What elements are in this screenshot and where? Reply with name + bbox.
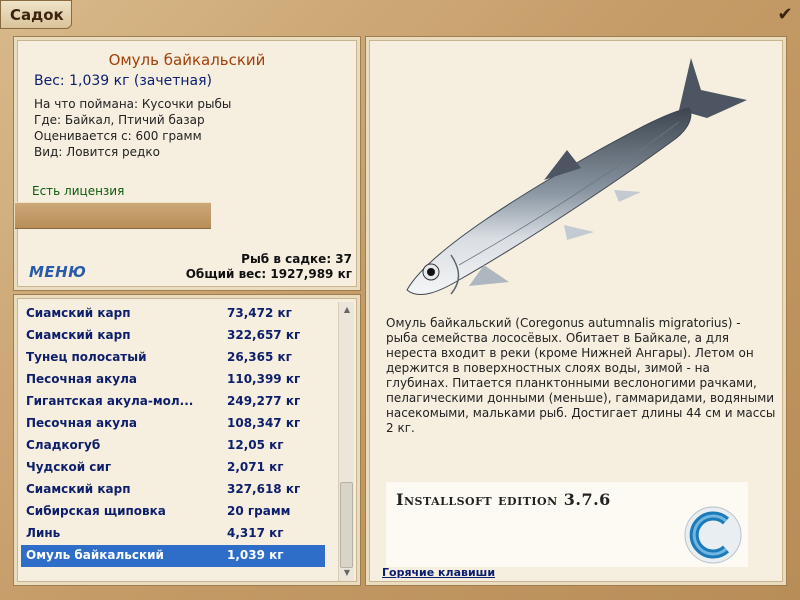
catch-name: Гигантская акула-мол... [26,394,194,408]
fish-min-weight: Оценивается с: 600 грамм [34,129,202,143]
catch-name: Линь [26,526,61,540]
catch-weight: 110,399 кг [227,372,301,386]
installsoft-banner [386,482,748,567]
catch-list-row[interactable] [21,325,325,347]
fish-image [389,50,769,310]
fish-rarity: Вид: Ловится редко [34,145,160,159]
catch-list-row[interactable] [21,303,325,325]
catch-weight: 249,277 кг [227,394,301,408]
catch-list-row[interactable] [21,501,325,523]
fish-bait: На что поймана: Кусочки рыбы [34,97,232,111]
hotkeys-link[interactable]: Горячие клавиши [382,566,496,579]
catch-weight: 108,347 кг [227,416,301,430]
catch-weight: 327,618 кг [227,482,301,496]
catch-weight: 12,05 кг [227,438,284,452]
check-icon: ✔ [777,4,793,25]
fish-info-panel [14,37,360,290]
catch-name: Песочная акула [26,416,137,430]
catch-weight: 73,472 кг [227,306,292,320]
installsoft-edition: Installsoft edition 3.7.6 [396,490,611,509]
catch-list-row[interactable] [21,391,325,413]
catch-list-panel [14,295,360,585]
catch-list-row[interactable] [21,435,325,457]
scrollbar-thumb[interactable] [340,482,353,568]
catch-weight: 20 грамм [227,504,291,518]
catch-weight: 2,071 кг [227,460,284,474]
list-scrollbar[interactable] [338,302,354,581]
catch-name: Тунец полосатый [26,350,147,364]
catch-name: Сиамский карп [26,482,131,496]
fish-weight: Вес: 1,039 кг (зачетная) [34,73,213,89]
catch-list-row[interactable] [21,347,325,369]
fish-name: Омуль байкальский [108,51,266,69]
triangle-down-icon[interactable]: ▼ [343,568,351,577]
catch-weight: 4,317 кг [227,526,284,540]
catch-name: Чудской сиг [26,460,112,474]
catch-list-row[interactable] [21,369,325,391]
catch-weight: 26,365 кг [227,350,292,364]
catch-weight: 1,039 кг [227,548,284,562]
catch-list-row[interactable] [21,413,325,435]
catch-list-row[interactable] [21,479,325,501]
fish-description: Омуль байкальский (Coregonus autumnalis migratorius) - рыба семейства лососёвых. Обитает в Байкале, а для нереста входит в реки (кроме Нижней Ангары). Летом он держится в поверхностных слоях воды, зимой - на глубинах. Питается планктонными веслоногими рачками, пелагическими донными (меньше), гаммаридами, водяными насекомыми, мальками рыб. Достигает длины 44 см и массы 2 кг. [386,316,776,435]
catch-name: Песочная акула [26,372,137,386]
catch-name: Сиамский карп [26,306,131,320]
installsoft-logo-icon [682,504,744,566]
fish-location: Где: Байкал, Птичий базар [34,113,205,127]
catch-list-row[interactable] [21,457,325,479]
triangle-up-icon[interactable]: ▲ [343,305,351,314]
fish-count: Рыб в садке: 37 [241,252,352,266]
catch-name: Омуль байкальский [26,548,164,562]
catch-list-row[interactable] [21,523,325,545]
catch-name: Сибирская щиповка [26,504,166,518]
catch-list [21,303,325,567]
wood-divider [15,202,211,229]
catch-list-row[interactable] [21,545,325,567]
catch-name: Сиамский карп [26,328,131,342]
catch-name: Сладкогуб [26,438,101,452]
total-weight: Общий вес: 1927,989 кг [185,267,352,281]
catch-weight: 322,657 кг [227,328,301,342]
confirm-button[interactable] [775,5,795,25]
menu-button[interactable]: МЕНЮ [29,263,87,281]
window-title: Садок [0,0,72,29]
fish-detail-panel [366,37,786,585]
license-status: Есть лицензия [32,184,125,198]
